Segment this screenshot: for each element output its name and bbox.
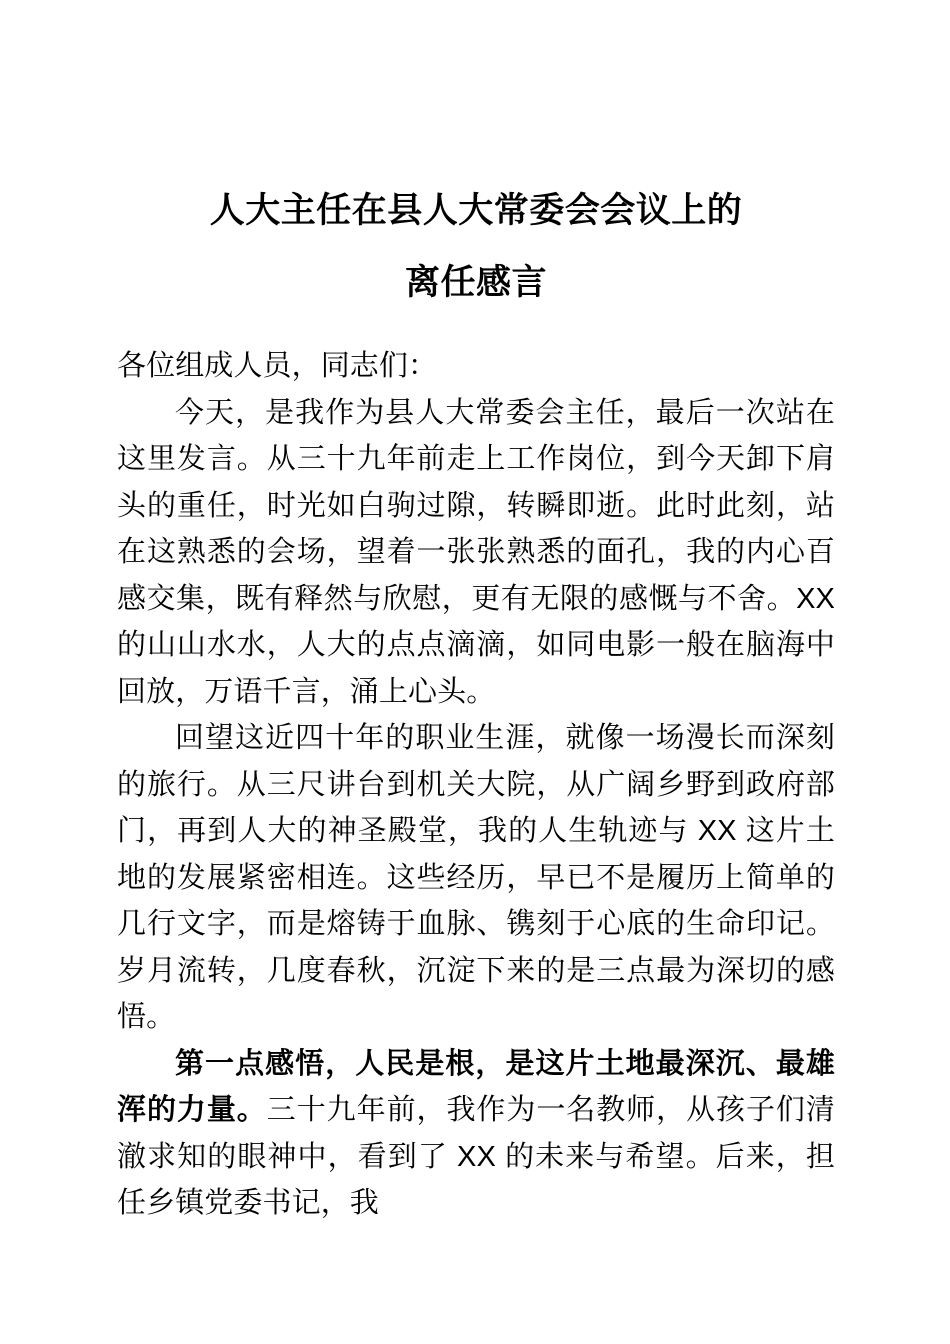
paragraph-insight-one-bold-lead: 第一点感悟，人民是根，是这片土地最深沉、最雄浑的力量。 (117, 1047, 835, 1126)
paragraph-insight-one-text: 三十九年前，我作为一名教师，从孩子们清澈求知的眼神中，看到了 XX 的未来与希望。后来，担任乡镇党委书记，我 (117, 1094, 835, 1219)
paragraph-opening-text: 今天，是我作为县人大常委会主任，最后一次站在这里发言。从三十九年前走上工作岗位，到今天卸下肩头的重任，时光如白驹过隙，转瞬即逝。此时此刻，站在这熟悉的会场，望着一张张熟悉的面孔，我的内心百感交集，既有释然与欣慰，更有无限的感慨与不舍。XX 的山山水水，人大的点点滴滴，如同电影一般在脑海中回放，万语千言，涌上心头。 (117, 396, 835, 708)
page-bottom-whitespace (117, 1227, 835, 1344)
paragraph-opening (117, 390, 835, 716)
paragraph-career-review-text: 回望这近四十年的职业生涯，就像一场漫长而深刻的旅行。从三尺讲台到机关大院，从广阔乡野到政府部门，再到人大的神圣殿堂，我的人生轨迹与 XX 这片土地的发展紧密相连。这些经历，早已不是履历上简单的几行文字，而是熔铸于血脉、镌刻于心底的生命印记。岁月流转，几度春秋，沉淀下来的是三点最为深切的感悟。 (117, 722, 835, 1033)
paragraph-insight-one (117, 1041, 835, 1227)
paragraph-career-review (117, 715, 835, 1041)
page-title-line-2: 离任感言 (404, 263, 547, 302)
page-title (117, 175, 835, 319)
document-body (117, 175, 835, 1344)
page-title-line-1: 人大主任在县人大常委会会议上的 (209, 191, 743, 230)
salutation: 各位组成人员，同志们： (117, 350, 438, 382)
